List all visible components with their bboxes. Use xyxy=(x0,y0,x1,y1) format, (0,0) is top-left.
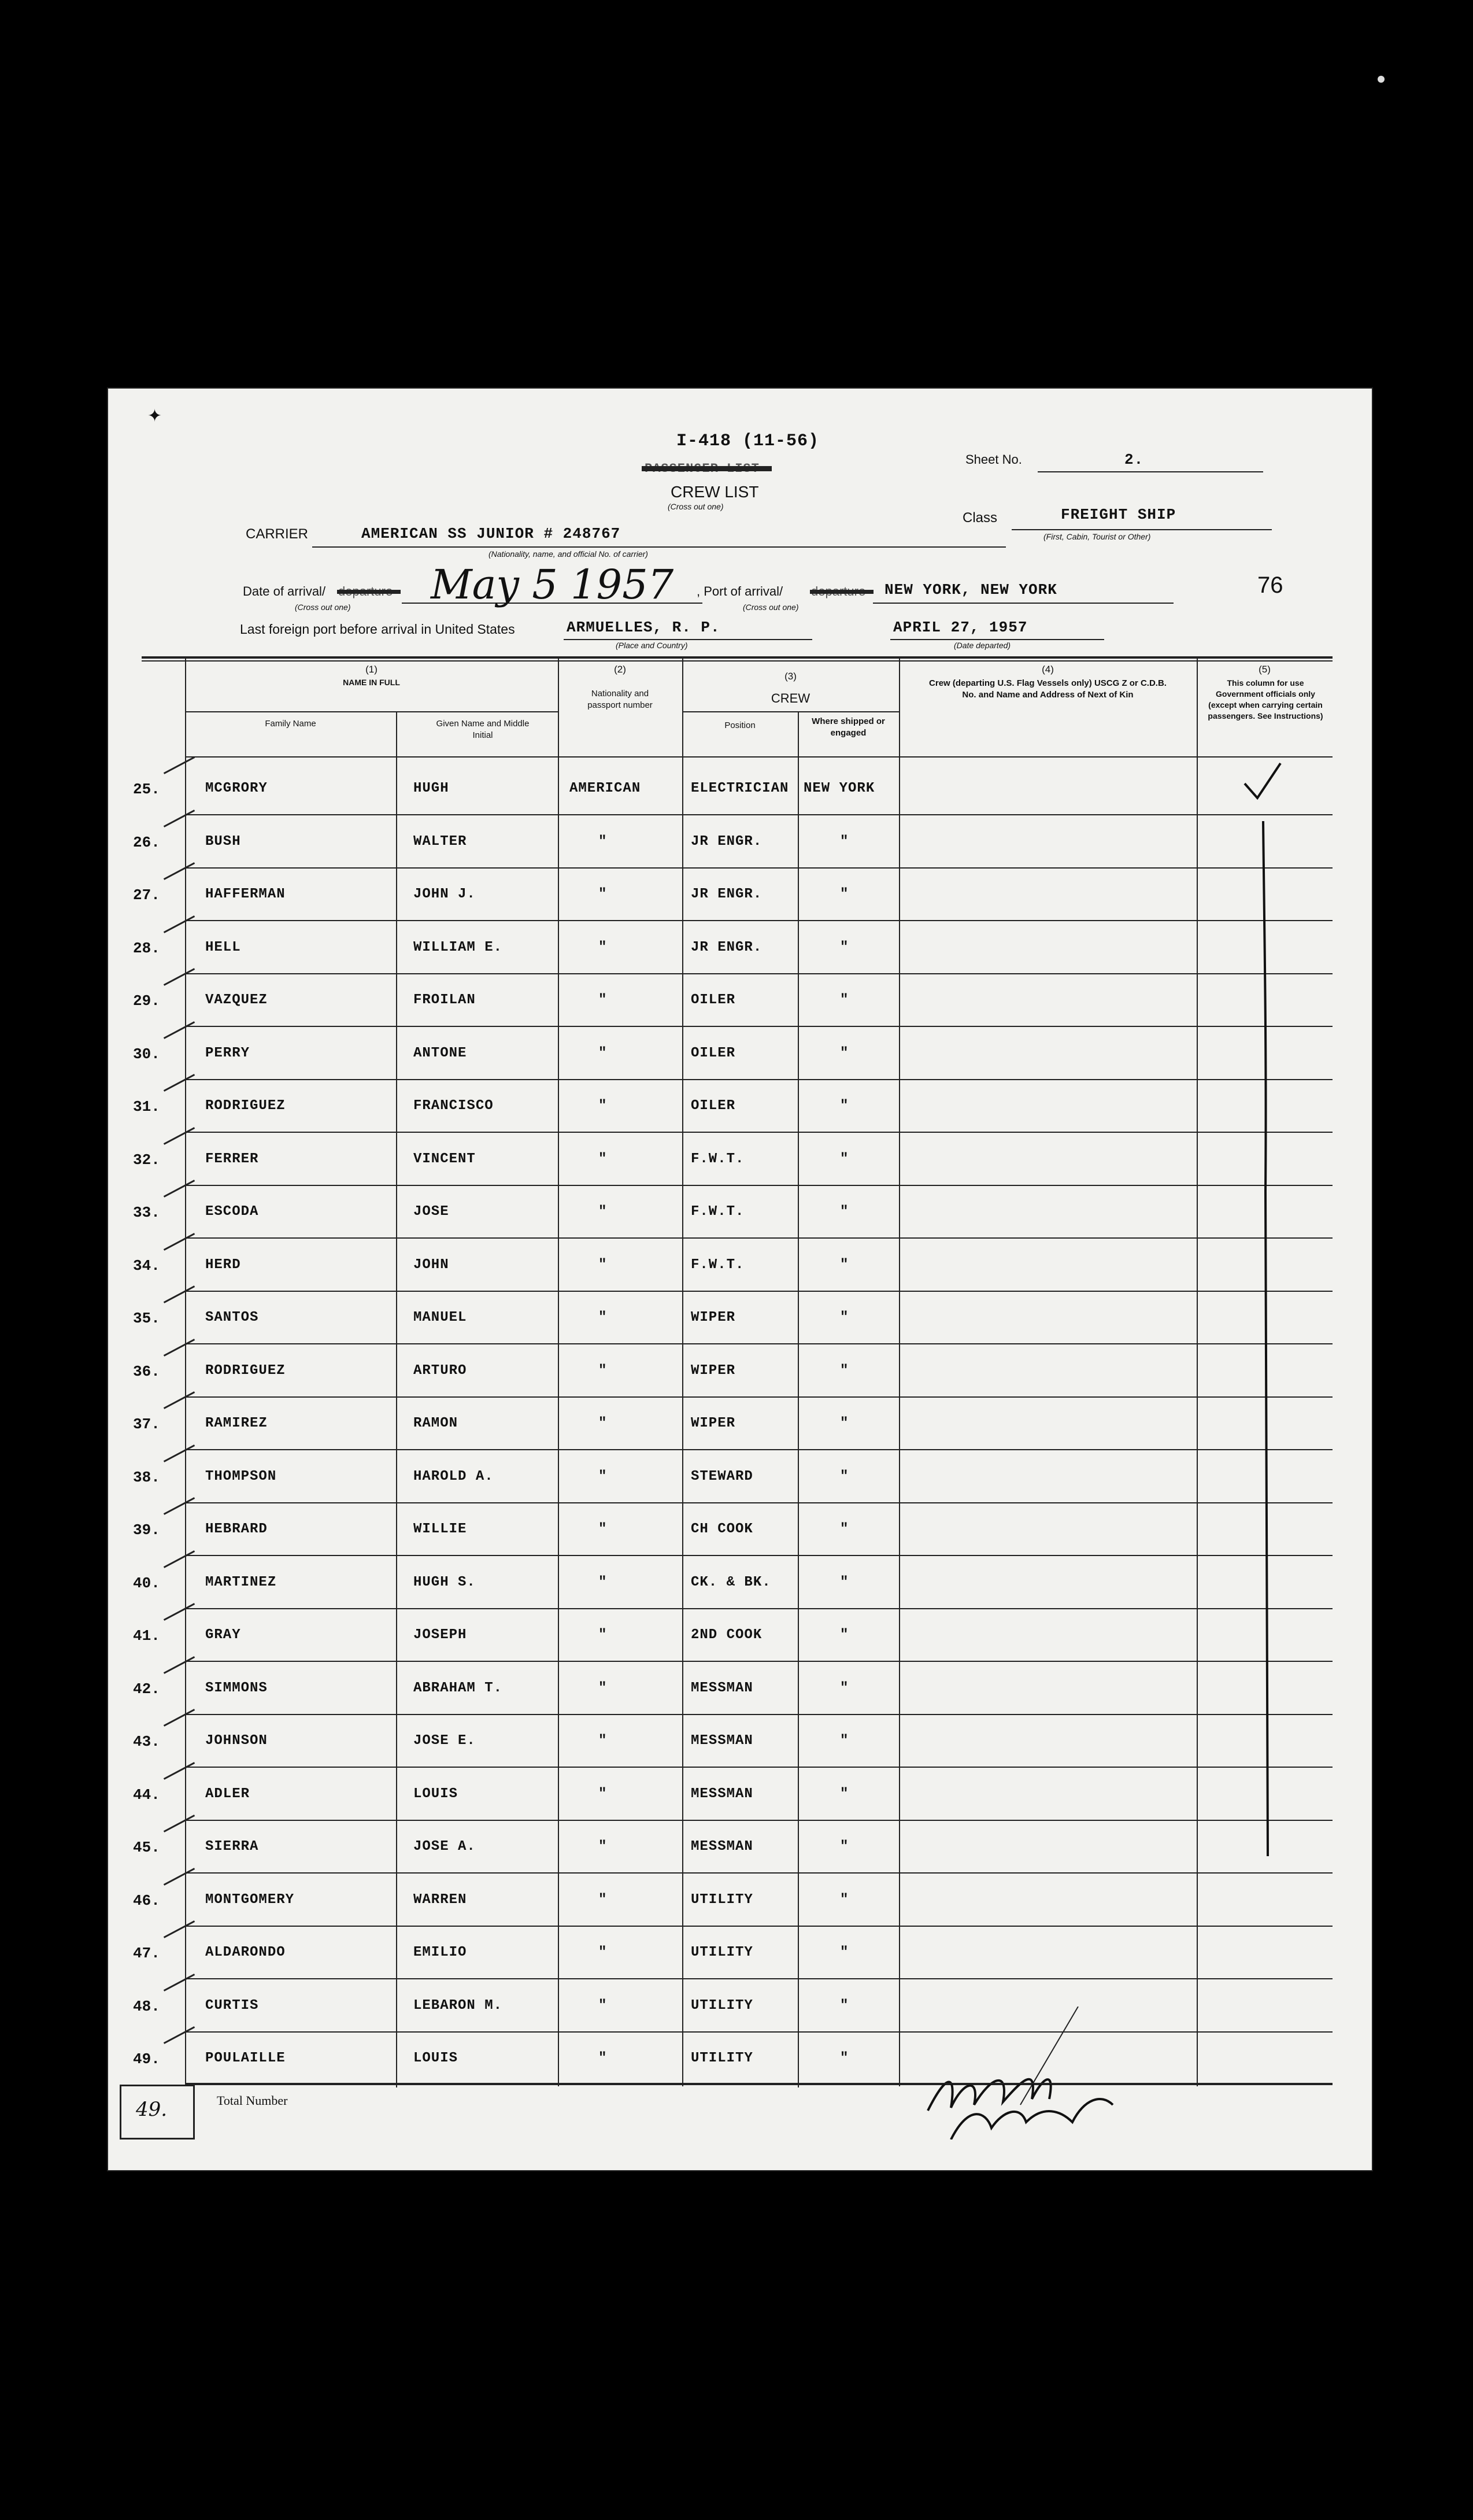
row-number: 40. xyxy=(133,1575,160,1592)
c1-number: (1) xyxy=(365,664,377,675)
family-name: THOMPSON xyxy=(205,1469,277,1484)
row-tick-mark xyxy=(164,1974,195,1991)
given-name: HUGH xyxy=(413,781,449,796)
row-rule xyxy=(185,1872,1333,1874)
c3-title: CREW xyxy=(771,691,810,705)
row-tick-mark xyxy=(164,862,195,880)
row-rule xyxy=(185,1343,1333,1344)
shipped-from: " xyxy=(840,1310,849,1325)
carrier-underline xyxy=(312,546,1006,548)
title-strike xyxy=(642,466,772,471)
family-name: MCGRORY xyxy=(205,781,268,796)
c3-number: (3) xyxy=(784,671,797,682)
family-name: VAZQUEZ xyxy=(205,992,268,1008)
shipped-from: " xyxy=(840,1680,849,1696)
row-number: 49. xyxy=(133,2050,160,2068)
arrival-strike xyxy=(337,590,401,594)
position: WIPER xyxy=(691,1363,736,1379)
family-name: ALDARONDO xyxy=(205,1945,286,1960)
row-tick-mark xyxy=(164,810,195,827)
row-tick-mark xyxy=(164,1285,195,1303)
family-name: ADLER xyxy=(205,1786,250,1802)
nationality: " xyxy=(598,2050,608,2066)
row-rule xyxy=(185,1608,1333,1609)
family-name: BUSH xyxy=(205,834,241,849)
row-tick-mark xyxy=(164,1920,195,1938)
row-number: 41. xyxy=(133,1627,160,1645)
nationality: " xyxy=(598,1892,608,1908)
shipped-from: " xyxy=(840,1521,849,1537)
family-name: GRAY xyxy=(205,1627,241,1643)
row-tick-mark xyxy=(164,1127,195,1145)
row-number: 34. xyxy=(133,1257,160,1274)
shipped-from: " xyxy=(840,1363,849,1379)
position: JR ENGR. xyxy=(691,886,763,902)
nationality: " xyxy=(598,1151,608,1167)
row-rule xyxy=(185,1449,1333,1450)
shipped-from: " xyxy=(840,1257,849,1273)
nationality: " xyxy=(598,1098,608,1114)
sheet-value: 2. xyxy=(1124,451,1144,468)
shipped-from: NEW YORK xyxy=(804,781,875,796)
row-tick-mark xyxy=(164,1021,195,1039)
table-bottom-rule xyxy=(185,2083,1333,2084)
row-number: 43. xyxy=(133,1733,160,1750)
row-tick-mark xyxy=(164,756,195,774)
carrier-note: (Nationality, name, and official No. of carrier) xyxy=(488,549,648,559)
row-number: 25. xyxy=(133,781,160,798)
family-name: HELL xyxy=(205,940,241,955)
row-rule xyxy=(185,1820,1333,1821)
nationality: " xyxy=(598,1363,608,1379)
row-number: 35. xyxy=(133,1310,160,1327)
form-id: I-418 (11-56) xyxy=(676,431,820,451)
position: WIPER xyxy=(691,1416,736,1431)
row-rule xyxy=(185,1714,1333,1715)
c4-title: Crew (departing U.S. Flag Vessels only) USCG Z or C.D.B. No. and Name and Address of Next of Kin xyxy=(929,678,1167,700)
family-name: PERRY xyxy=(205,1045,250,1061)
last-port-underline xyxy=(564,639,812,640)
row-tick-mark xyxy=(164,915,195,933)
shipped-from: " xyxy=(840,1575,849,1590)
row-number: 36. xyxy=(133,1363,160,1380)
last-port-note: (Place and Country) xyxy=(616,641,688,650)
given-name: WILLIE xyxy=(413,1521,467,1537)
given-name: WARREN xyxy=(413,1892,467,1908)
position: UTILITY xyxy=(691,1892,753,1908)
family-name: POULAILLE xyxy=(205,2050,286,2066)
corner-mark: ✦ xyxy=(147,407,162,426)
c4-number: (4) xyxy=(1042,664,1054,675)
row-number: 39. xyxy=(133,1521,160,1539)
family-name: HAFFERMAN xyxy=(205,886,286,902)
arrival-value: May 5 1957 xyxy=(431,561,674,608)
shipped-from: " xyxy=(840,1045,849,1061)
shipped-from: " xyxy=(840,1786,849,1802)
port-note: (Cross out one) xyxy=(743,603,799,612)
given-name: VINCENT xyxy=(413,1151,476,1167)
position: MESSMAN xyxy=(691,1680,753,1696)
nationality: " xyxy=(598,1998,608,2013)
total-value: 49. xyxy=(136,2098,168,2121)
header-bottom-rule xyxy=(185,756,1333,758)
given-name: WILLIAM E. xyxy=(413,940,503,955)
class-value: FREIGHT SHIP xyxy=(1061,506,1176,523)
class-note: (First, Cabin, Tourist or Other) xyxy=(1043,532,1151,541)
shipped-from: " xyxy=(840,1098,849,1114)
position: UTILITY xyxy=(691,1945,753,1960)
row-tick-mark xyxy=(164,1603,195,1621)
c3-sub-rule xyxy=(682,711,899,712)
given-name: MANUEL xyxy=(413,1310,467,1325)
position: F.W.T. xyxy=(691,1151,745,1167)
shipped-from: " xyxy=(840,1151,849,1167)
nationality: " xyxy=(598,834,608,849)
col-line-shipped xyxy=(798,711,799,2087)
family-name: RAMIREZ xyxy=(205,1416,268,1431)
row-rule xyxy=(185,1132,1333,1133)
title-note: (Cross out one) xyxy=(668,502,724,511)
position: OILER xyxy=(691,992,736,1008)
given-name: RAMON xyxy=(413,1416,458,1431)
row-number: 45. xyxy=(133,1839,160,1856)
nationality: " xyxy=(598,1310,608,1325)
row-rule xyxy=(185,1926,1333,1927)
nationality: AMERICAN xyxy=(569,781,641,796)
row-number: 33. xyxy=(133,1204,160,1221)
position: UTILITY xyxy=(691,1998,753,2013)
position: ELECTRICIAN xyxy=(691,781,789,796)
shipped-from: " xyxy=(840,1998,849,2013)
port-label: , Port of arrival/ xyxy=(697,584,783,598)
position: CK. & BK. xyxy=(691,1575,771,1590)
departed-note: (Date departed) xyxy=(954,641,1011,650)
family-name: RODRIGUEZ xyxy=(205,1363,286,1379)
given-name: LOUIS xyxy=(413,2050,458,2066)
given-name: JOSEPH xyxy=(413,1627,467,1643)
shipped-from: " xyxy=(840,834,849,849)
position: JR ENGR. xyxy=(691,940,763,955)
given-name: WALTER xyxy=(413,834,467,849)
nationality: " xyxy=(598,992,608,1008)
row-rule xyxy=(185,1555,1333,1556)
total-label: Total Number xyxy=(217,2093,288,2108)
nationality: " xyxy=(598,940,608,955)
nationality: " xyxy=(598,1680,608,1696)
shipped-from: " xyxy=(840,1204,849,1220)
c1-title: NAME IN FULL xyxy=(343,678,400,687)
carrier-value: AMERICAN SS JUNIOR # 248767 xyxy=(361,525,621,542)
row-tick-mark xyxy=(164,1233,195,1251)
row-rule xyxy=(185,1767,1333,1768)
given-name: LOUIS xyxy=(413,1786,458,1802)
row-number: 32. xyxy=(133,1151,160,1169)
shipped-header: Where shipped or engaged xyxy=(812,716,885,738)
position: 2ND COOK xyxy=(691,1627,763,1643)
row-rule xyxy=(185,1291,1333,1292)
family-name: FERRER xyxy=(205,1151,259,1167)
family-name: MARTINEZ xyxy=(205,1575,277,1590)
port-underline xyxy=(873,603,1174,604)
given-name: JOHN xyxy=(413,1257,449,1273)
given-name: HUGH S. xyxy=(413,1575,476,1590)
row-number: 42. xyxy=(133,1680,160,1698)
row-tick-mark xyxy=(164,1656,195,1674)
given-header: Given Name and Middle Initial xyxy=(436,719,530,740)
row-number: 27. xyxy=(133,886,160,904)
nationality: " xyxy=(598,1469,608,1484)
row-number: 38. xyxy=(133,1469,160,1486)
row-rule xyxy=(185,973,1333,974)
form-title: CREW LIST xyxy=(671,483,759,501)
port-value: NEW YORK, NEW YORK xyxy=(884,581,1057,598)
family-name: SANTOS xyxy=(205,1310,259,1325)
row-rule xyxy=(185,1079,1333,1080)
shipped-from: " xyxy=(840,1416,849,1431)
table-top-rule-2 xyxy=(142,660,1333,662)
row-rule xyxy=(185,814,1333,815)
row-rule xyxy=(185,1396,1333,1398)
row-number: 47. xyxy=(133,1945,160,1962)
table-top-rule xyxy=(142,656,1333,659)
nationality: " xyxy=(598,1521,608,1537)
shipped-from: " xyxy=(840,992,849,1008)
position: F.W.T. xyxy=(691,1257,745,1273)
nationality: " xyxy=(598,1416,608,1431)
row-tick-mark xyxy=(164,1339,195,1357)
position: UTILITY xyxy=(691,2050,753,2066)
page-number: 76 xyxy=(1257,572,1283,598)
carrier-label: CARRIER xyxy=(246,526,309,542)
position: MESSMAN xyxy=(691,1733,753,1749)
nationality: " xyxy=(598,1945,608,1960)
row-rule xyxy=(185,867,1333,869)
nationality: " xyxy=(598,1839,608,1854)
row-tick-mark xyxy=(164,1444,195,1462)
row-rule xyxy=(185,1978,1333,1979)
arrival-label: Date of arrival/ xyxy=(243,584,326,598)
class-label: Class xyxy=(963,510,998,526)
shipped-from: " xyxy=(840,1945,849,1960)
nationality: " xyxy=(598,1575,608,1590)
row-rule xyxy=(185,1026,1333,1027)
sheet-label: Sheet No. xyxy=(965,452,1022,467)
arrival-note: (Cross out one) xyxy=(295,603,351,612)
c2-title: Nationality and passport number xyxy=(587,689,653,710)
nationality: " xyxy=(598,1045,608,1061)
family-name: ESCODA xyxy=(205,1204,259,1220)
shipped-from: " xyxy=(840,1627,849,1643)
family-name: MONTGOMERY xyxy=(205,1892,295,1908)
position: OILER xyxy=(691,1098,736,1114)
nationality: " xyxy=(598,1786,608,1802)
row-rule xyxy=(185,920,1333,921)
row-rule xyxy=(185,1185,1333,1186)
row-tick-mark xyxy=(164,2026,195,2044)
given-name: EMILIO xyxy=(413,1945,467,1960)
given-name: ABRAHAM T. xyxy=(413,1680,503,1696)
given-name: ANTONE xyxy=(413,1045,467,1061)
position-header: Position xyxy=(724,720,756,730)
row-rule xyxy=(185,1661,1333,1662)
given-name: ARTURO xyxy=(413,1363,467,1379)
nationality: " xyxy=(598,1257,608,1273)
row-number: 29. xyxy=(133,992,160,1010)
shipped-from: " xyxy=(840,2050,849,2066)
family-name: SIMMONS xyxy=(205,1680,268,1696)
row-number: 26. xyxy=(133,834,160,851)
shipped-from: " xyxy=(840,1733,849,1749)
position: WIPER xyxy=(691,1310,736,1325)
row-number: 37. xyxy=(133,1416,160,1433)
family-name: CURTIS xyxy=(205,1998,259,2013)
last-port-label: Last foreign port before arrival in United States xyxy=(240,622,515,637)
position: F.W.T. xyxy=(691,1204,745,1220)
position: STEWARD xyxy=(691,1469,753,1484)
officer-signature xyxy=(905,2007,1182,2140)
given-name: HAROLD A. xyxy=(413,1469,494,1484)
position: MESSMAN xyxy=(691,1839,753,1854)
row-number: 46. xyxy=(133,1892,160,1909)
family-name: HERD xyxy=(205,1257,241,1273)
nationality: " xyxy=(598,1733,608,1749)
official-check-mark xyxy=(1240,758,1309,1197)
row-rule xyxy=(185,1502,1333,1503)
given-name: JOHN J. xyxy=(413,886,476,902)
position: CH COOK xyxy=(691,1521,753,1537)
row-tick-mark xyxy=(164,1709,195,1727)
sheet-underline xyxy=(1038,471,1263,472)
c1-sub-rule xyxy=(185,711,558,712)
row-tick-mark xyxy=(164,1762,195,1780)
position: MESSMAN xyxy=(691,1786,753,1802)
given-name: JOSE xyxy=(413,1204,449,1220)
row-tick-mark xyxy=(164,1074,195,1092)
shipped-from: " xyxy=(840,940,849,955)
given-name: FROILAN xyxy=(413,992,476,1008)
family-name: RODRIGUEZ xyxy=(205,1098,286,1114)
last-port-value: ARMUELLES, R. P. xyxy=(567,619,720,636)
row-tick-mark xyxy=(164,1550,195,1568)
row-number: 30. xyxy=(133,1045,160,1063)
nationality: " xyxy=(598,1627,608,1643)
shipped-from: " xyxy=(840,1839,849,1854)
shipped-from: " xyxy=(840,1892,849,1908)
scan-speck xyxy=(1378,76,1385,83)
row-rule xyxy=(185,1237,1333,1239)
row-tick-mark xyxy=(164,1497,195,1515)
row-tick-mark xyxy=(164,968,195,986)
row-number: 28. xyxy=(133,940,160,957)
family-header: Family Name xyxy=(265,719,316,729)
family-name: SIERRA xyxy=(205,1839,259,1854)
family-name: JOHNSON xyxy=(205,1733,268,1749)
c2-number: (2) xyxy=(614,664,626,675)
row-number: 48. xyxy=(133,1998,160,2015)
given-name: JOSE E. xyxy=(413,1733,476,1749)
shipped-from: " xyxy=(840,1469,849,1484)
family-name: HEBRARD xyxy=(205,1521,268,1537)
shipped-from: " xyxy=(840,886,849,902)
c5-title: This column for use Government officials only (except when carrying certain passengers. See Instructions) xyxy=(1208,678,1323,720)
c5-number: (5) xyxy=(1259,664,1271,675)
row-tick-mark xyxy=(164,1391,195,1409)
row-number: 31. xyxy=(133,1098,160,1115)
departed-underline xyxy=(890,639,1104,640)
given-name: JOSE A. xyxy=(413,1839,476,1854)
port-strike xyxy=(810,590,874,594)
row-tick-mark xyxy=(164,1868,195,1886)
col-line-given xyxy=(396,711,397,2087)
row-tick-mark xyxy=(164,1815,195,1832)
row-number: 44. xyxy=(133,1786,160,1804)
given-name: LEBARON M. xyxy=(413,1998,503,2013)
official-line-lower xyxy=(1257,1191,1280,1862)
nationality: " xyxy=(598,1204,608,1220)
position: JR ENGR. xyxy=(691,834,763,849)
row-tick-mark xyxy=(164,1180,195,1198)
nationality: " xyxy=(598,886,608,902)
departed-value: APRIL 27, 1957 xyxy=(893,619,1028,636)
given-name: FRANCISCO xyxy=(413,1098,494,1114)
crew-list-form xyxy=(107,387,1373,2171)
class-underline xyxy=(1012,529,1272,530)
position: OILER xyxy=(691,1045,736,1061)
